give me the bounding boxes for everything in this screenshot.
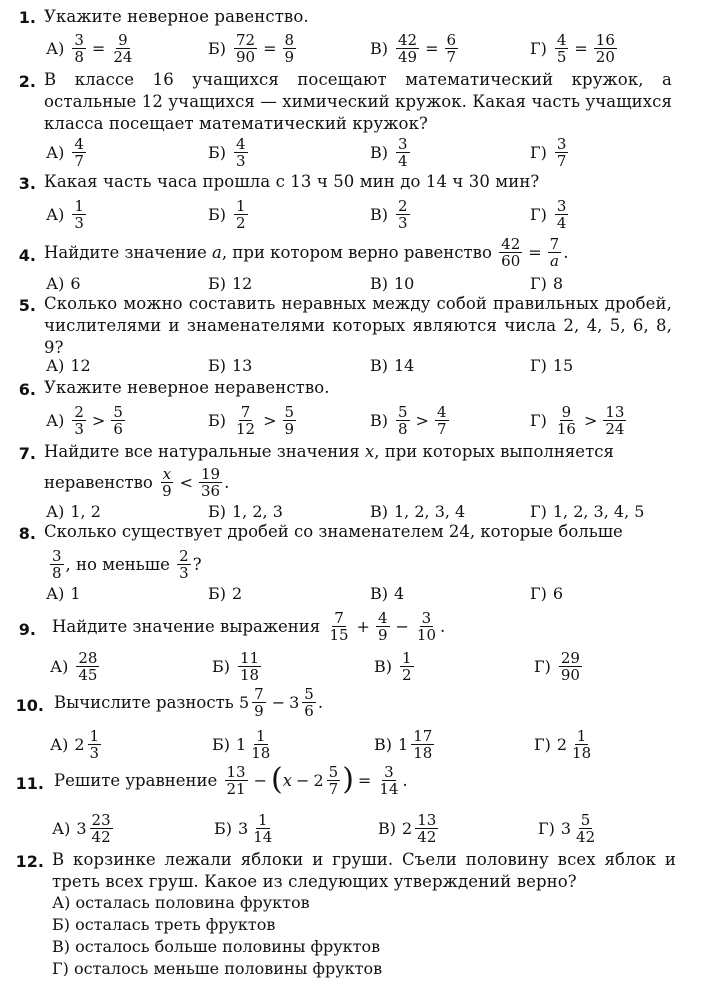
option-a[interactable]: А) 2 $\frac{1}{3}$ xyxy=(50,726,100,762)
option-v[interactable]: В) 10 xyxy=(370,274,415,293)
answer-list xyxy=(52,892,382,980)
option-g[interactable]: Г) 8 xyxy=(530,274,564,293)
option-b[interactable]: Б) осталась треть фруктов xyxy=(52,915,276,934)
question-number: 6. xyxy=(18,380,36,399)
option-v[interactable]: В) $\frac{42}{49}$ = $\frac{6}{7}$ xyxy=(370,30,457,66)
option-a[interactable]: А) $\frac{2}{3}$ > $\frac{5}{6}$ xyxy=(46,402,123,438)
option-v[interactable]: В) осталось больше половины фруктов xyxy=(52,937,381,956)
question-text: Сколько можно составить неравных между собой правильных дробей, числителями и знаменателями которых являются числа 2, 4, 5, 6, 8, 9? xyxy=(44,294,672,357)
question-text: Решите уравнение $\frac{13}{21}$ − ( x − 2 $\frac{5}{7}$ ) = $\frac{3}{14}$ . xyxy=(54,762,408,798)
option-g[interactable]: Г) 15 xyxy=(530,356,574,375)
option-a[interactable]: А) $\frac{4}{7}$ xyxy=(46,134,84,170)
option-b[interactable]: Б) 1 $\frac{1}{18}$ xyxy=(212,726,271,762)
option-g[interactable]: Г) $\frac{3}{4}$ xyxy=(530,196,567,232)
option-a[interactable]: А) $\frac{1}{3}$ xyxy=(46,196,84,232)
option-v[interactable]: В) $\frac{5}{8}$ > $\frac{4}{7}$ xyxy=(370,402,447,438)
question-number: 9. xyxy=(18,620,36,639)
option-a[interactable]: А) $\frac{3}{8}$ = $\frac{9}{24}$ xyxy=(46,30,133,66)
question-text: Вычислите разность 5 $\frac{7}{9}$ − 3 $\frac{5}{6}$ . xyxy=(54,684,324,720)
question-text: Найдите значение выражения $\frac{7}{15}$ + $\frac{4}{9}$ − $\frac{3}{10}$ . xyxy=(52,608,446,644)
option-g[interactable]: Г) 1, 2, 3, 4, 5 xyxy=(530,502,645,521)
option-a[interactable]: А) $\frac{28}{45}$ xyxy=(50,648,98,684)
option-g[interactable]: Г) 6 xyxy=(530,584,564,603)
question-number: 3. xyxy=(18,174,36,193)
option-v[interactable]: В) 4 xyxy=(370,584,405,603)
option-g[interactable]: Г) 2 $\frac{1}{18}$ xyxy=(534,726,592,762)
option-a[interactable]: А) 12 xyxy=(46,356,91,375)
question-number: 1. xyxy=(18,8,36,27)
question-text: Найдите значение a , при котором верно равенство $\frac{42}{60}$ = $\frac{7}{a}$ . xyxy=(44,234,569,270)
option-b[interactable]: Б) 12 xyxy=(208,274,253,293)
option-a[interactable]: А) осталась половина фруктов xyxy=(52,893,310,912)
option-a[interactable]: А) 3 $\frac{23}{42}$ xyxy=(52,810,111,846)
option-g[interactable]: Г) $\frac{3}{7}$ xyxy=(530,134,567,170)
option-b[interactable]: Б) $\frac{72}{90}$ = $\frac{8}{9}$ xyxy=(208,30,295,66)
option-v[interactable]: В) $\frac{1}{2}$ xyxy=(374,648,412,684)
option-b[interactable]: Б) $\frac{7}{12}$ > $\frac{5}{9}$ xyxy=(208,402,295,438)
option-a[interactable]: А) 1 xyxy=(46,584,81,603)
option-b[interactable]: Б) $\frac{4}{3}$ xyxy=(208,134,246,170)
question-number: 2. xyxy=(18,72,36,91)
option-a[interactable]: А) 6 xyxy=(46,274,81,293)
question-number: 10. xyxy=(15,696,44,715)
question-text: Укажите неверное неравенство. xyxy=(44,378,330,397)
option-v[interactable]: В) 14 xyxy=(370,356,415,375)
question-text: Какая часть часа прошла с 13 ч 50 мин до 14 ч 30 мин? xyxy=(44,172,540,191)
question-number: 7. xyxy=(18,444,36,463)
option-v[interactable]: В) $\frac{2}{3}$ xyxy=(370,196,408,232)
question-text: В корзинке лежали яблоки и груши. Съели половину всех яблок и треть всех груш. Какое из следующих утверждений верно? xyxy=(52,850,676,891)
question-number: 8. xyxy=(18,524,36,543)
question-text: Укажите неверное равенство. xyxy=(44,7,309,26)
option-b[interactable]: Б) $\frac{1}{2}$ xyxy=(208,196,246,232)
option-v[interactable]: В) 1, 2, 3, 4 xyxy=(370,502,466,521)
option-b[interactable]: Б) 2 xyxy=(208,584,243,603)
option-b[interactable]: Б) 3 $\frac{1}{14}$ xyxy=(214,810,273,846)
option-v[interactable]: В) 2 $\frac{13}{42}$ xyxy=(378,810,437,846)
question-text-line2: неравенство $\frac{x}{9}$ < $\frac{19}{36}$ . xyxy=(44,464,230,500)
option-b[interactable]: Б) $\frac{11}{18}$ xyxy=(212,648,260,684)
option-g[interactable]: Г) $\frac{4}{5}$ = $\frac{16}{20}$ xyxy=(530,30,615,66)
question-text: Сколько существует дробей со знаменателем 24, которые больше xyxy=(44,521,623,541)
option-g[interactable]: Г) 3 $\frac{5}{42}$ xyxy=(538,810,596,846)
option-a[interactable]: А) 1, 2 xyxy=(46,502,101,521)
option-v[interactable]: В) $\frac{3}{4}$ xyxy=(370,134,408,170)
question-text: В классе 16 учащихся посещают математический кружок, а остальные 12 учащихся — химический кружок. Какая часть учащихся класса посещает математический кружок? xyxy=(44,70,672,133)
option-g[interactable]: Г) $\frac{9}{16}$ > $\frac{13}{24}$ xyxy=(530,402,625,438)
option-g[interactable]: Г) осталось меньше половины фруктов xyxy=(52,959,383,978)
question-number: 11. xyxy=(15,774,44,793)
option-b[interactable]: Б) 1, 2, 3 xyxy=(208,502,283,521)
option-v[interactable]: В) 1 $\frac{17}{18}$ xyxy=(374,726,433,762)
question-number: 5. xyxy=(18,296,36,315)
question-number: 12. xyxy=(15,852,44,871)
question-text: Найдите все натуральные значения x , при которых выполняется xyxy=(44,441,614,461)
option-b[interactable]: Б) 13 xyxy=(208,356,253,375)
option-g[interactable]: Г) $\frac{29}{90}$ xyxy=(534,648,580,684)
question-text-line2: $\frac{3}{8}$ , но меньше $\frac{2}{3}$ ? xyxy=(52,546,202,582)
question-number: 4. xyxy=(18,246,36,265)
